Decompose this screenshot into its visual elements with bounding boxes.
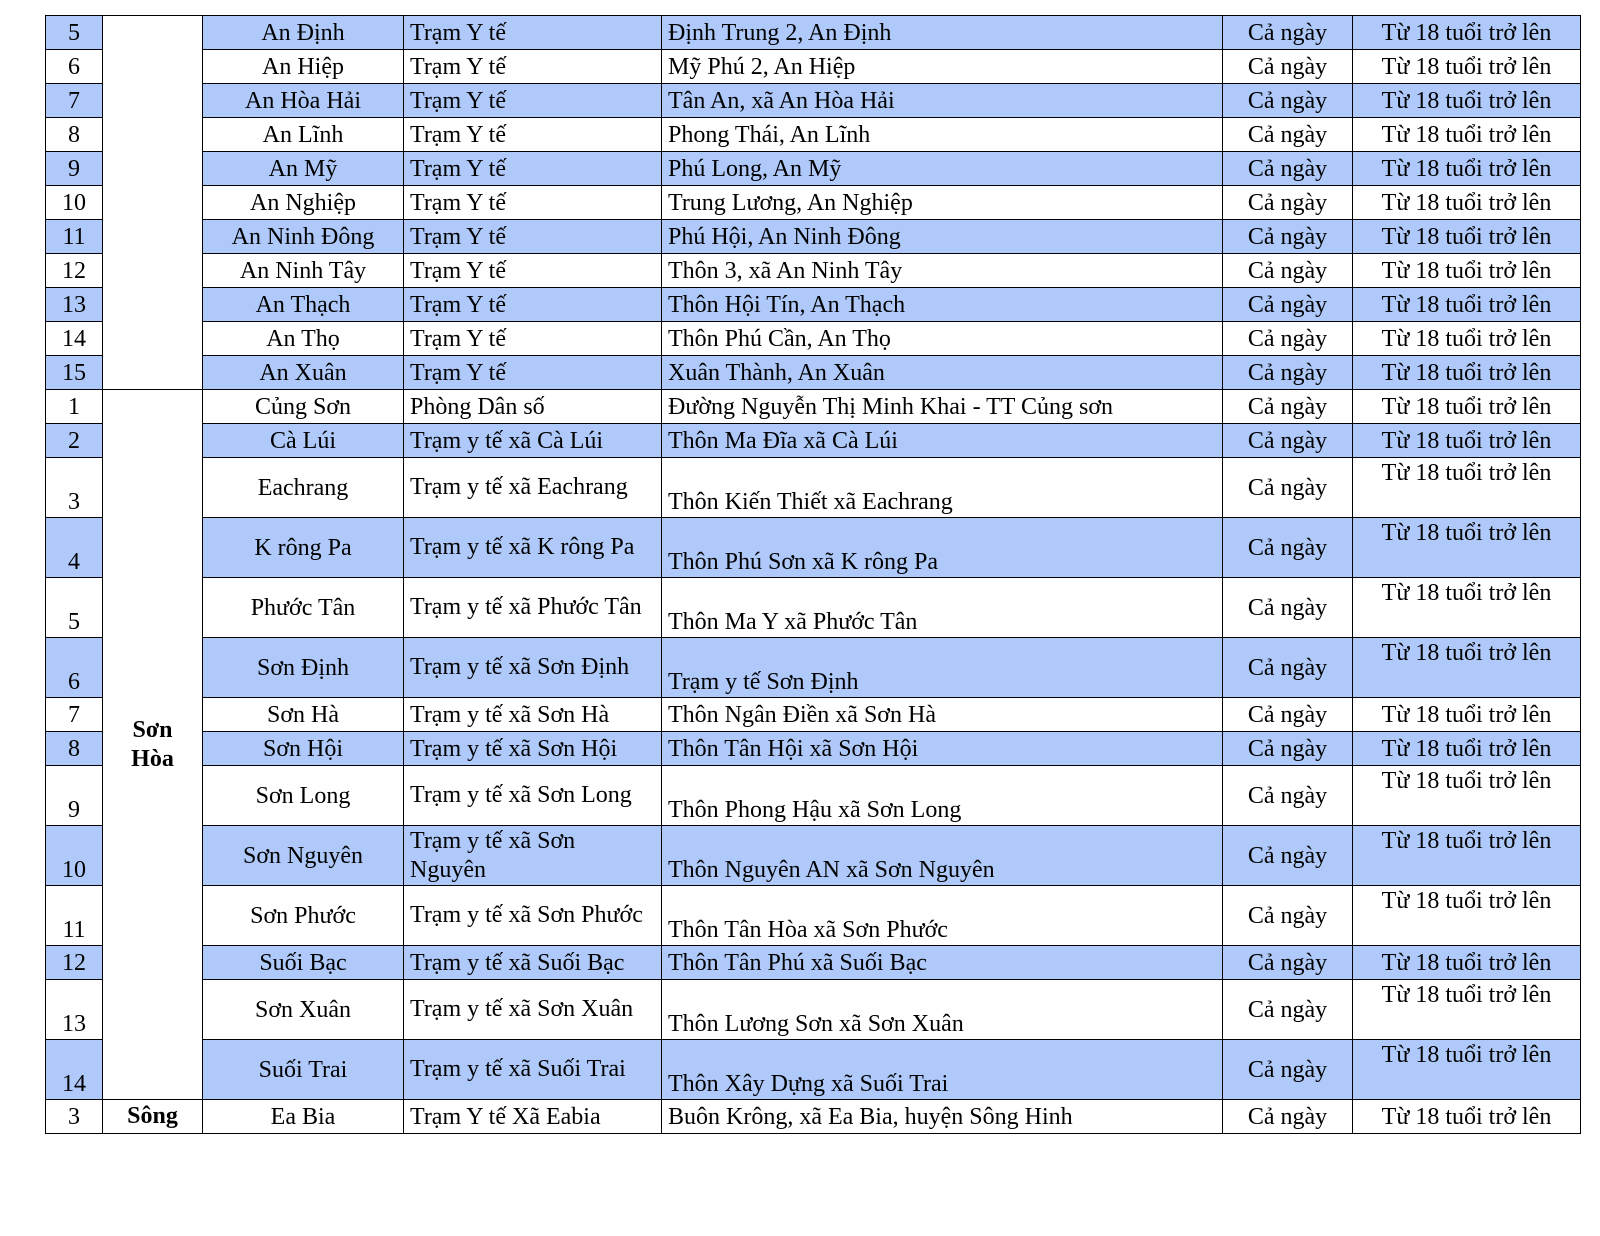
opening-time: Cả ngày [1223,698,1353,732]
site-address: Thôn Ma Đĩa xã Cà Lúi [662,424,1223,458]
eligible-age: Từ 18 tuổi trở lên [1353,118,1581,152]
commune-name: Suối Trai [203,1040,404,1100]
eligible-age: Từ 18 tuổi trở lên [1353,578,1581,638]
opening-time: Cả ngày [1223,980,1353,1040]
eligible-age: Từ 18 tuổi trở lên [1353,946,1581,980]
opening-time: Cả ngày [1223,50,1353,84]
table-row [46,220,1581,254]
opening-time: Cả ngày [1223,1100,1353,1134]
eligible-age: Từ 18 tuổi trở lên [1353,322,1581,356]
site-address: Thôn Phú Cần, An Thọ [662,322,1223,356]
eligible-age: Từ 18 tuổi trở lên [1353,638,1581,698]
row-number: 8 [46,732,103,766]
commune-name: An Hiệp [203,50,404,84]
vaccination-site: Trạm y tế xã Eachrang [404,458,662,518]
opening-time: Cả ngày [1223,458,1353,518]
site-address: Đường Nguyễn Thị Minh Khai - TT Củng sơn [662,390,1223,424]
vaccination-site: Phòng Dân số [404,390,662,424]
eligible-age: Từ 18 tuổi trở lên [1353,152,1581,186]
site-address: Phong Thái, An Lĩnh [662,118,1223,152]
commune-name: An Ninh Đông [203,220,404,254]
row-number: 15 [46,356,103,390]
site-address: Trung Lương, An Nghiệp [662,186,1223,220]
site-address: Mỹ Phú 2, An Hiệp [662,50,1223,84]
vaccination-site: Trạm Y tế [404,186,662,220]
vaccination-site: Trạm Y tế [404,288,662,322]
table-row [46,288,1581,322]
site-address: Thôn Phong Hậu xã Sơn Long [662,766,1223,826]
vaccination-site: Trạm y tế xã K rông Pa [404,518,662,578]
vaccination-site: Trạm Y tế [404,50,662,84]
eligible-age: Từ 18 tuổi trở lên [1353,390,1581,424]
opening-time: Cả ngày [1223,118,1353,152]
row-number: 10 [46,826,103,886]
row-number: 9 [46,152,103,186]
row-number: 12 [46,254,103,288]
site-address: Thôn Tân Phú xã Suối Bạc [662,946,1223,980]
vaccination-site: Trạm Y tế [404,356,662,390]
commune-name: Ea Bia [203,1100,404,1134]
table-row [46,390,1581,424]
opening-time: Cả ngày [1223,1040,1353,1100]
table-row [46,732,1581,766]
opening-time: Cả ngày [1223,946,1353,980]
opening-time: Cả ngày [1223,322,1353,356]
commune-name: K rông Pa [203,518,404,578]
opening-time: Cả ngày [1223,152,1353,186]
row-number: 11 [46,886,103,946]
opening-time: Cả ngày [1223,16,1353,50]
row-number: 7 [46,84,103,118]
opening-time: Cả ngày [1223,186,1353,220]
site-address: Thôn Kiến Thiết xã Eachrang [662,458,1223,518]
commune-name: An Lĩnh [203,118,404,152]
row-number: 2 [46,424,103,458]
table-row [46,118,1581,152]
site-address: Buôn Krông, xã Ea Bia, huyện Sông Hinh [662,1100,1223,1134]
table-row [46,518,1581,578]
commune-name: An Hòa Hải [203,84,404,118]
table-row [46,578,1581,638]
eligible-age: Từ 18 tuổi trở lên [1353,1100,1581,1134]
vaccination-site: Trạm y tế xã Sơn Phước [404,886,662,946]
opening-time: Cả ngày [1223,424,1353,458]
table-row [46,766,1581,826]
opening-time: Cả ngày [1223,826,1353,886]
eligible-age: Từ 18 tuổi trở lên [1353,254,1581,288]
eligible-age: Từ 18 tuổi trở lên [1353,732,1581,766]
vaccination-site: Trạm Y tế [404,84,662,118]
row-number: 14 [46,322,103,356]
row-number: 3 [46,458,103,518]
vaccination-site: Trạm y tế xã Sơn Long [404,766,662,826]
opening-time: Cả ngày [1223,886,1353,946]
vaccination-site: Trạm y tế xã Sơn Hà [404,698,662,732]
vaccination-site: Trạm Y tế [404,16,662,50]
vaccination-site: Trạm Y tế [404,118,662,152]
commune-name: Cà Lúi [203,424,404,458]
vaccination-site: Trạm y tế xã Phước Tân [404,578,662,638]
row-number: 12 [46,946,103,980]
eligible-age: Từ 18 tuổi trở lên [1353,424,1581,458]
opening-time: Cả ngày [1223,254,1353,288]
eligible-age: Từ 18 tuổi trở lên [1353,84,1581,118]
commune-name: Sơn Hà [203,698,404,732]
site-address: Thôn Phú Sơn xã K rông Pa [662,518,1223,578]
vaccination-site: Trạm Y tế [404,322,662,356]
opening-time: Cả ngày [1223,220,1353,254]
eligible-age: Từ 18 tuổi trở lên [1353,980,1581,1040]
vaccination-sites-table [45,15,1581,1134]
commune-name: An Mỹ [203,152,404,186]
row-number: 5 [46,16,103,50]
table-row [46,1040,1581,1100]
opening-time: Cả ngày [1223,390,1353,424]
commune-name: Sơn Phước [203,886,404,946]
table-row [46,980,1581,1040]
table-row [46,322,1581,356]
table-body [46,16,1581,1134]
opening-time: Cả ngày [1223,84,1353,118]
row-number: 3 [46,1100,103,1134]
eligible-age: Từ 18 tuổi trở lên [1353,766,1581,826]
site-address: Thôn Ngân Điền xã Sơn Hà [662,698,1223,732]
commune-name: Sơn Long [203,766,404,826]
table-row [46,16,1581,50]
row-number: 11 [46,220,103,254]
site-address: Thôn Ma Y xã Phước Tân [662,578,1223,638]
commune-name: Sơn Xuân [203,980,404,1040]
table-row [46,1100,1581,1134]
vaccination-site: Trạm Y tế [404,254,662,288]
commune-name: An Thọ [203,322,404,356]
table-row [46,458,1581,518]
commune-name: Sơn Hội [203,732,404,766]
vaccination-site: Trạm Y tế Xã Eabia [404,1100,662,1134]
row-number: 6 [46,638,103,698]
vaccination-site: Trạm Y tế [404,152,662,186]
commune-name: An Thạch [203,288,404,322]
vaccination-site: Trạm y tế xã Sơn Định [404,638,662,698]
commune-name: An Định [203,16,404,50]
eligible-age: Từ 18 tuổi trở lên [1353,458,1581,518]
commune-name: An Ninh Tây [203,254,404,288]
table-row [46,698,1581,732]
row-number: 10 [46,186,103,220]
opening-time: Cả ngày [1223,638,1353,698]
table-row [46,424,1581,458]
vaccination-site: Trạm y tế xã Sơn Hội [404,732,662,766]
table-row [46,886,1581,946]
commune-name: Eachrang [203,458,404,518]
row-number: 4 [46,518,103,578]
eligible-age: Từ 18 tuổi trở lên [1353,826,1581,886]
site-address: Thôn Nguyên AN xã Sơn Nguyên [662,826,1223,886]
site-address: Tân An, xã An Hòa Hải [662,84,1223,118]
eligible-age: Từ 18 tuổi trở lên [1353,698,1581,732]
site-address: Thôn Hội Tín, An Thạch [662,288,1223,322]
table-row [46,186,1581,220]
table-row [46,50,1581,84]
site-address: Trạm y tế Sơn Định [662,638,1223,698]
district-name: Sơn Hòa [103,390,203,1100]
opening-time: Cả ngày [1223,766,1353,826]
vaccination-site: Trạm y tế xã Cà Lúi [404,424,662,458]
site-address: Thôn 3, xã An Ninh Tây [662,254,1223,288]
site-address: Thôn Xây Dựng xã Suối Trai [662,1040,1223,1100]
row-number: 9 [46,766,103,826]
opening-time: Cả ngày [1223,578,1353,638]
table-row [46,638,1581,698]
eligible-age: Từ 18 tuổi trở lên [1353,356,1581,390]
site-address: Phú Long, An Mỹ [662,152,1223,186]
opening-time: Cả ngày [1223,356,1353,390]
row-number: 8 [46,118,103,152]
commune-name: Suối Bạc [203,946,404,980]
vaccination-site: Trạm y tế xã Suối Trai [404,1040,662,1100]
vaccination-site: Trạm y tế xã Sơn Xuân [404,980,662,1040]
eligible-age: Từ 18 tuổi trở lên [1353,186,1581,220]
commune-name: An Nghiệp [203,186,404,220]
eligible-age: Từ 18 tuổi trở lên [1353,288,1581,322]
table-row [46,826,1581,886]
site-address: Xuân Thành, An Xuân [662,356,1223,390]
site-address: Thôn Lương Sơn xã Sơn Xuân [662,980,1223,1040]
eligible-age: Từ 18 tuổi trở lên [1353,16,1581,50]
site-address: Thôn Tân Hội xã Sơn Hội [662,732,1223,766]
table-row [46,152,1581,186]
district-name [103,16,203,390]
commune-name: Sơn Nguyên [203,826,404,886]
opening-time: Cả ngày [1223,288,1353,322]
row-number: 13 [46,980,103,1040]
table-row [46,84,1581,118]
eligible-age: Từ 18 tuổi trở lên [1353,220,1581,254]
commune-name: Củng Sơn [203,390,404,424]
table-row [46,254,1581,288]
site-address: Thôn Tân Hòa xã Sơn Phước [662,886,1223,946]
vaccination-site: Trạm Y tế [404,220,662,254]
eligible-age: Từ 18 tuổi trở lên [1353,1040,1581,1100]
commune-name: Phước Tân [203,578,404,638]
row-number: 5 [46,578,103,638]
eligible-age: Từ 18 tuổi trở lên [1353,518,1581,578]
row-number: 1 [46,390,103,424]
row-number: 14 [46,1040,103,1100]
table-row [46,356,1581,390]
opening-time: Cả ngày [1223,518,1353,578]
commune-name: An Xuân [203,356,404,390]
vaccination-site: Trạm y tế xã Suối Bạc [404,946,662,980]
row-number: 6 [46,50,103,84]
row-number: 13 [46,288,103,322]
commune-name: Sơn Định [203,638,404,698]
opening-time: Cả ngày [1223,732,1353,766]
district-name: Sông [103,1100,203,1134]
eligible-age: Từ 18 tuổi trở lên [1353,886,1581,946]
row-number: 7 [46,698,103,732]
site-address: Phú Hội, An Ninh Đông [662,220,1223,254]
eligible-age: Từ 18 tuổi trở lên [1353,50,1581,84]
vaccination-site: Trạm y tế xã Sơn Nguyên [404,826,662,886]
site-address: Định Trung 2, An Định [662,16,1223,50]
table-row [46,946,1581,980]
